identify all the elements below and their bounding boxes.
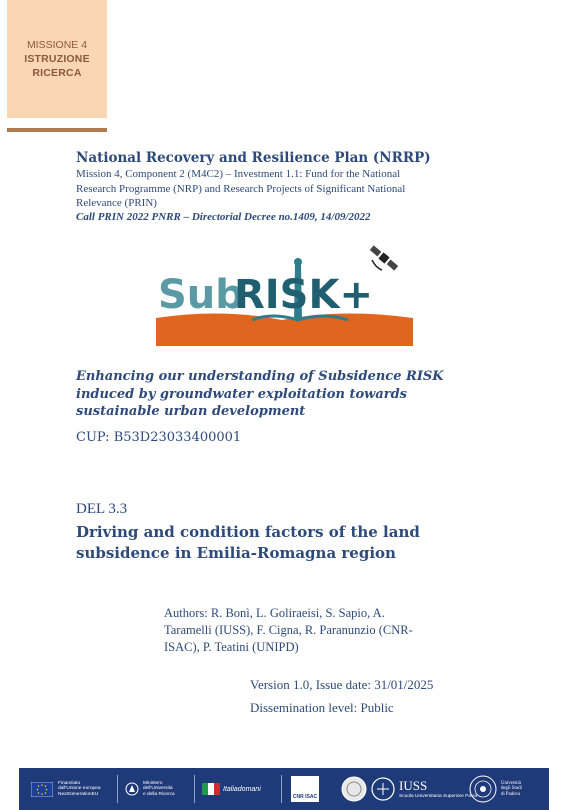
mission-area-1: ISTRUZIONE: [24, 53, 90, 65]
plan-line-1: Mission 4, Component 2 (M4C2) – Investment 1.1: Fund for the National: [76, 168, 401, 180]
satellite-icon: [369, 245, 399, 272]
unipd-logo: [469, 768, 522, 810]
mission-area-2: RICERCA: [32, 67, 82, 79]
footer-divider: [281, 775, 282, 803]
unipd-text-1: Università: [501, 780, 521, 786]
mur-emblem-icon: [125, 782, 139, 796]
mission-label: MISSIONE 4: [26, 39, 88, 51]
eu-flag-icon: [31, 782, 53, 797]
eu-text-3: NextGenerationEU: [58, 791, 99, 797]
italiadomani-logo: [202, 768, 261, 810]
project-title-line-3: sustainable urban development: [76, 404, 306, 419]
mur-text-2: dell'Università: [143, 786, 173, 792]
plan-title: National Recovery and Resilience Plan (NRRP): [76, 150, 431, 166]
deliverable-title: [76, 522, 456, 564]
authors-line-3: ISAC), P. Teatini (UNIPD): [164, 640, 299, 654]
iuss-logo: [371, 768, 477, 810]
deliverable-title-line-2: subsidence in Emilia-Romagna region: [76, 544, 396, 562]
eu-text-1: Finanziato: [58, 780, 81, 786]
funder-logo-bar: [19, 768, 549, 810]
italiadomani-text: Italiadomani: [223, 785, 261, 793]
mur-text-3: e della Ricerca: [143, 791, 175, 797]
funding-header: [76, 150, 496, 224]
mission-badge: [7, 0, 107, 118]
project-title-line-1: Enhancing our understanding of Subsidence RISK: [76, 369, 444, 384]
footer-divider: [117, 775, 118, 803]
call-reference: Call PRIN 2022 PNRR – Directorial Decree no.1409, 14/09/2022: [76, 210, 371, 223]
authors-line-2: Taramelli (IUSS), F. Cigna, R. Paranunzio (CNR-: [164, 623, 413, 637]
dissemination-level: Dissemination level: Public: [250, 700, 394, 715]
mur-text-1: Ministero: [143, 780, 163, 786]
cnr-isac-logo: [291, 768, 319, 810]
italy-flag-icon: [202, 781, 220, 797]
iuss-text: IUSS: [399, 778, 428, 794]
unipd-text-3: di Padova: [501, 791, 521, 797]
plan-line-2: Research Programme (NRP) and Research Projects of Significant National: [76, 182, 406, 195]
authors: [164, 605, 464, 656]
unipd-seal-icon: [469, 775, 497, 803]
eu-text-2: dall'Unione europea: [58, 786, 101, 792]
cnr-text: CNR ISAC: [292, 794, 318, 800]
project-title-line-2: induced by groundwater exploitation towards: [76, 386, 407, 402]
cup-code: CUP: B53D23033400001: [76, 430, 242, 445]
mission-divider: [7, 128, 107, 132]
unipd-text-2: degli Studi: [501, 786, 522, 792]
footer-divider: [194, 775, 195, 803]
iuss-subtitle: Scuola Universitaria Superiore Pavia: [399, 794, 478, 800]
mur-logo: [125, 768, 175, 810]
version-info: Version 1.0, Issue date: 31/01/2025: [250, 677, 434, 692]
authors-line-1: Authors: R. Bonì, L. Goliraeisi, S. Sapio, A.: [164, 606, 385, 620]
project-title: [76, 368, 476, 421]
logo-sub-text: Sub: [158, 272, 244, 318]
deliverable-title-line-1: Driving and condition factors of the land: [76, 523, 420, 541]
iuss-seal: [341, 768, 367, 810]
university-seal-icon: [341, 776, 367, 802]
plan-line-3: Relevance (PRIN): [76, 197, 157, 209]
subrisk-logo: [152, 240, 417, 350]
iuss-emblem-icon: [371, 777, 395, 801]
eu-logo: [31, 768, 101, 810]
deliverable-number: DEL 3.3: [76, 501, 128, 517]
logo-risk-text: RISK+: [234, 272, 374, 318]
